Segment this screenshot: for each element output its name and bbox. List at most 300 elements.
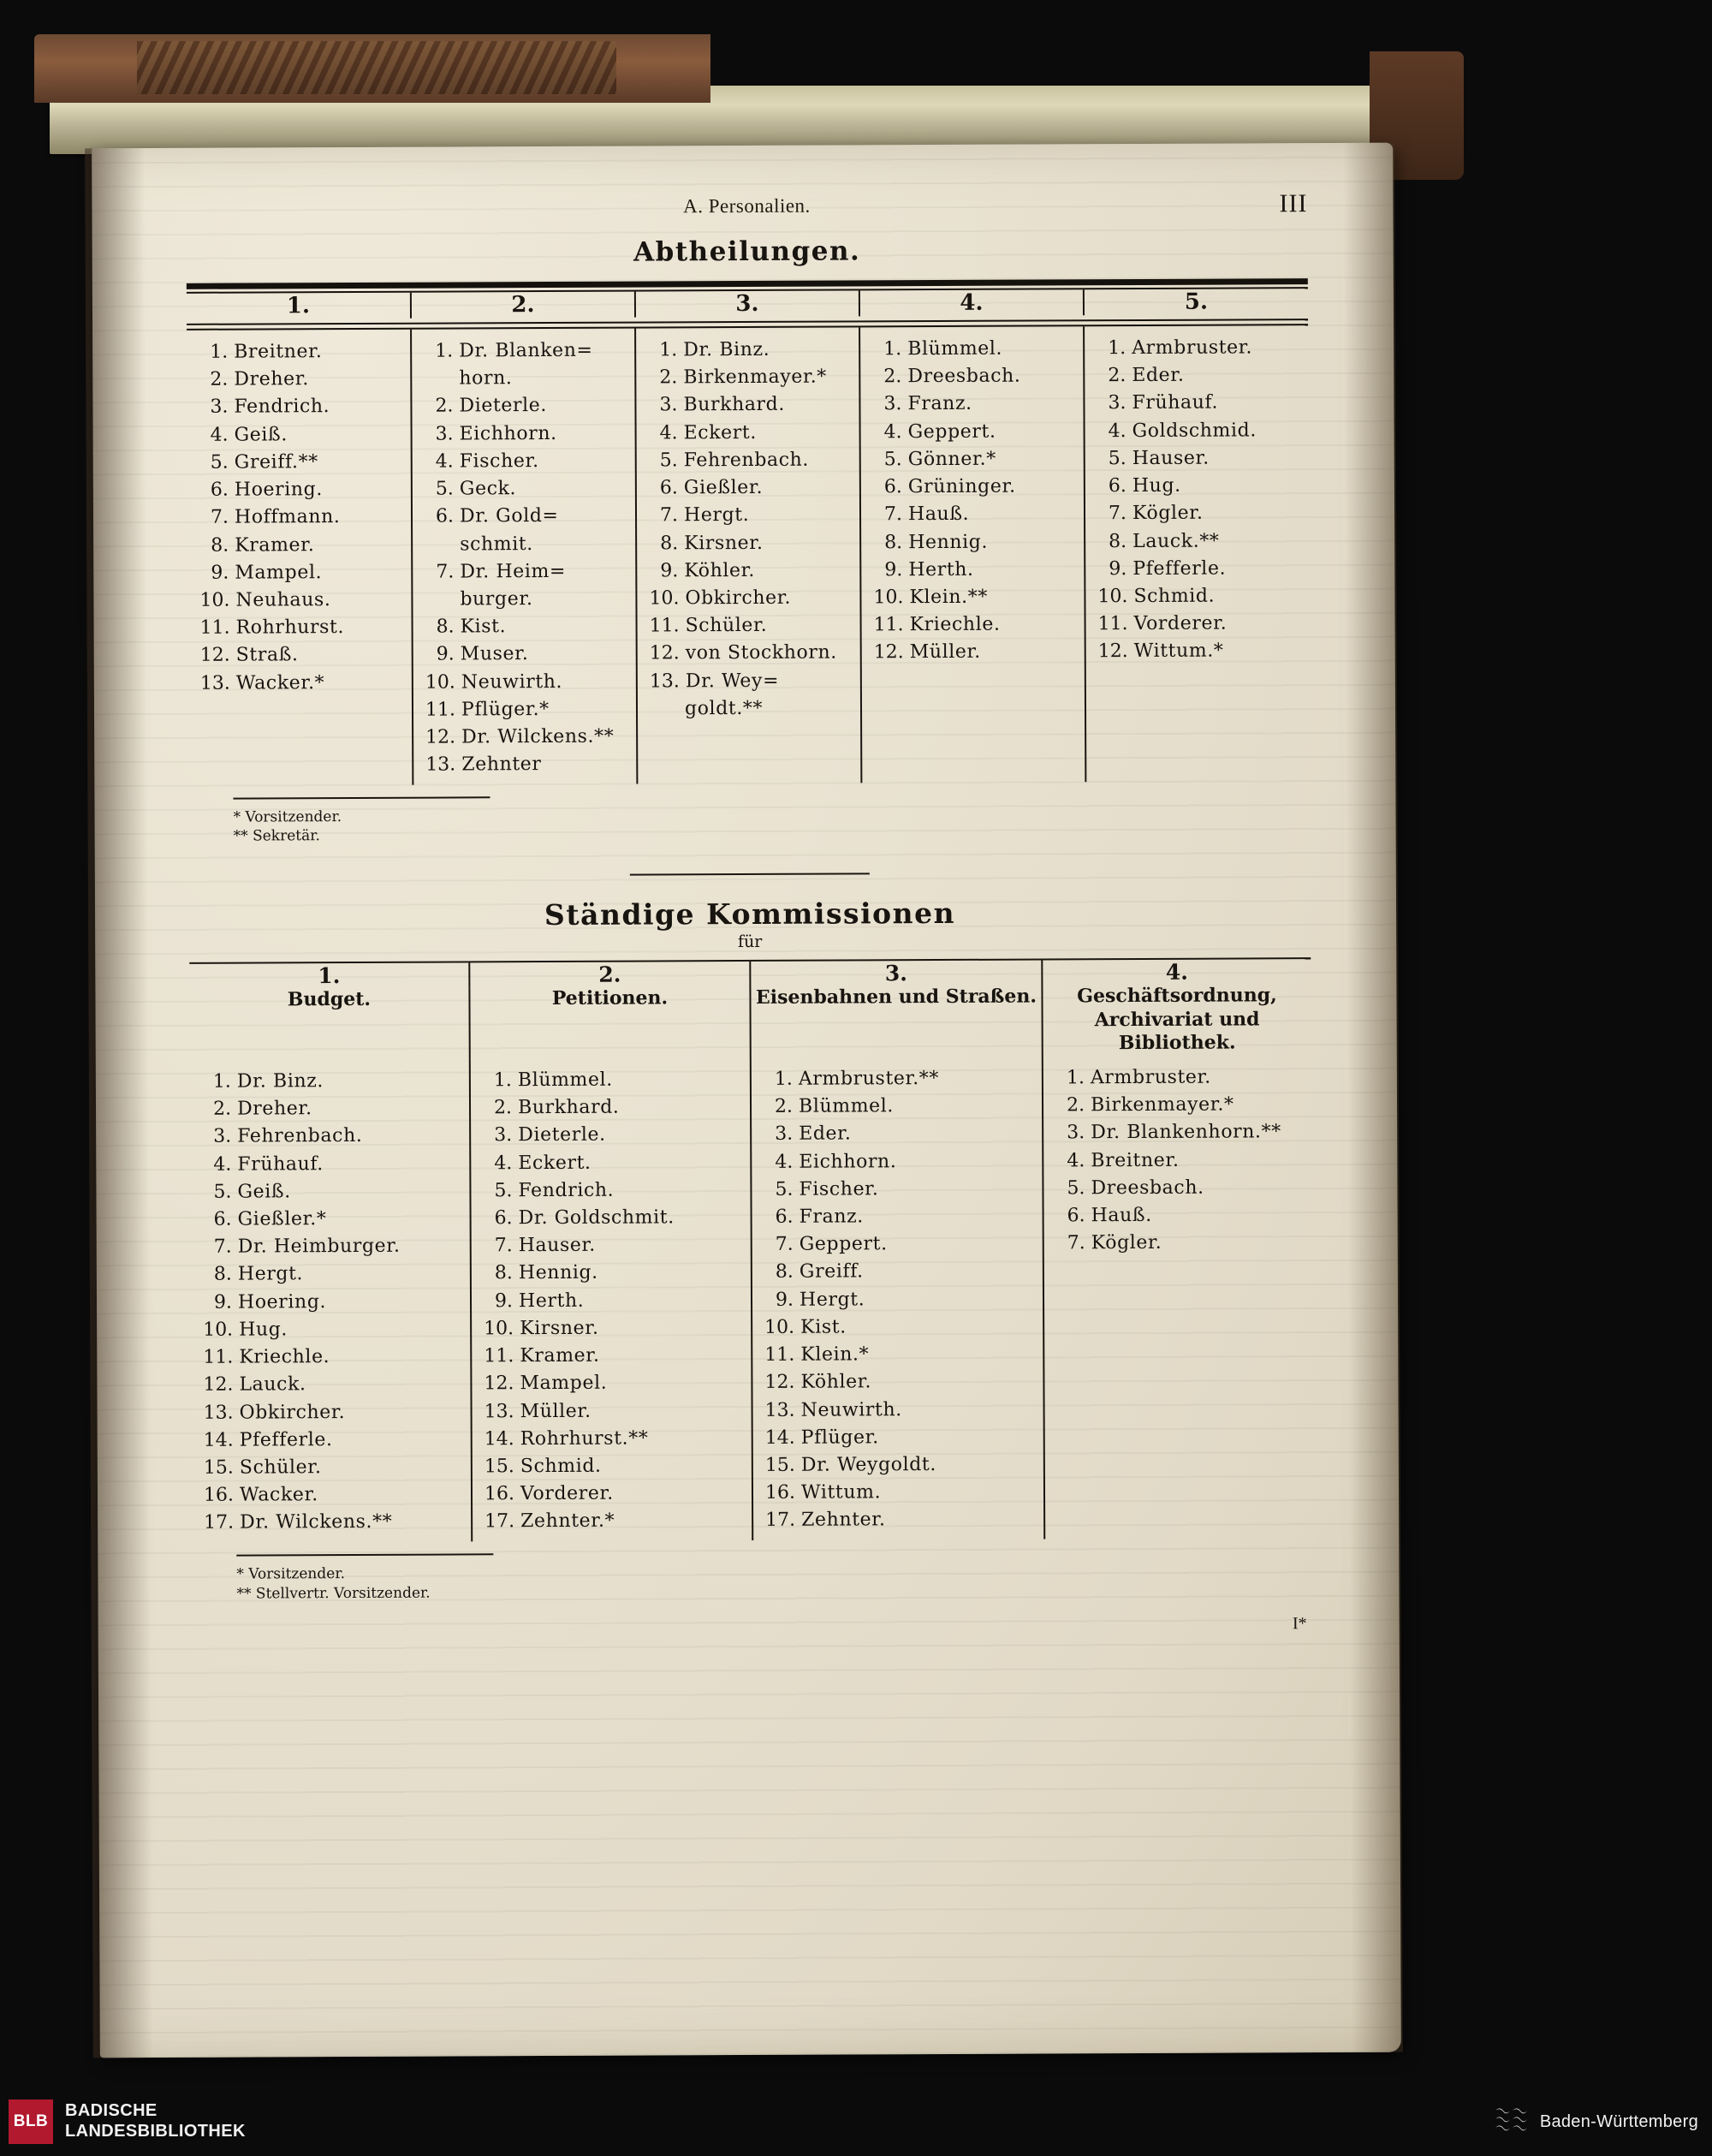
page-content [186, 189, 1313, 1639]
list-item-label: Lauck. [239, 1373, 306, 1396]
kom-heading-4-line2: Archivariat und Bibliothek. [1094, 1008, 1260, 1055]
list-item [483, 1149, 750, 1178]
list-item-number: 3. [775, 1123, 794, 1146]
list-item [484, 1425, 752, 1454]
list-item: horn. [459, 367, 513, 390]
list-item [425, 420, 635, 448]
list-item-number: 3. [1108, 392, 1126, 414]
list-item-number: 4. [435, 450, 454, 473]
marbled-cover-pattern [137, 41, 616, 94]
list-item-number: 1. [1066, 1067, 1085, 1089]
list-item [484, 1397, 752, 1426]
name-list-2 [412, 329, 636, 785]
list-item [874, 610, 1085, 639]
list-item-label: Dreesbach. [907, 365, 1021, 388]
list-item-number: 14. [764, 1426, 795, 1449]
list-item-number: 8. [1109, 530, 1127, 552]
list-item-number: 13. [203, 1402, 234, 1424]
list-item [872, 390, 1083, 419]
list-item-number: 8. [775, 1261, 794, 1283]
kom-footnote-rule [236, 1553, 493, 1556]
list-item [425, 557, 635, 586]
list-item [425, 695, 636, 724]
abtheilungen-footnotes [188, 793, 1310, 848]
list-item-label: Birkenmayer.* [1091, 1093, 1234, 1117]
list-item [1097, 417, 1309, 445]
list-item-label: Vorderer. [520, 1482, 614, 1505]
list-item-label: Rohrhurst. [235, 616, 345, 639]
list-item-label: Burkhard. [517, 1096, 620, 1119]
list-item-label: Kist. [460, 616, 507, 638]
list-item-label: Klein.* [800, 1343, 870, 1366]
list-item-label: Neuhaus. [235, 589, 331, 611]
list-item [200, 669, 412, 697]
column-number-5: 5. [1084, 289, 1308, 315]
list-item [484, 1342, 751, 1371]
list-item-label: Mampel. [235, 561, 323, 584]
list-item [484, 1314, 751, 1343]
list-item-number: 5. [775, 1178, 794, 1200]
list-item-number: 3. [1067, 1122, 1085, 1144]
list-item-label: Blümmel. [517, 1069, 613, 1092]
list-item-number: 2. [493, 1097, 513, 1119]
list-item [1097, 582, 1309, 610]
list-item-label: Blümmel. [798, 1095, 895, 1117]
list-item [765, 1479, 1043, 1508]
list-item-label: Kögler. [1132, 502, 1204, 525]
list-item-label: Fischer. [459, 450, 539, 473]
list-item [648, 391, 859, 420]
list-item-number: 4. [213, 1153, 232, 1176]
list-item [1098, 610, 1310, 638]
list-item [873, 473, 1084, 501]
list-item-label: Dr. Blanken= [459, 339, 593, 362]
list-item-number: 10. [649, 587, 680, 610]
footnote-rule [233, 796, 490, 799]
list-item-number: 1. [883, 338, 902, 360]
abtheilungen-col-3 [635, 327, 861, 783]
list-item-number: 5. [210, 451, 229, 473]
list-item-label: Klein.** [909, 586, 988, 609]
list-item-number: 4. [883, 420, 902, 443]
list-item [764, 1230, 1043, 1260]
list-item-number: 4. [494, 1152, 513, 1174]
list-item [425, 447, 635, 475]
list-item [1097, 555, 1309, 583]
list-item-number: 9. [211, 562, 229, 584]
list-item-label: Hauser. [1132, 447, 1210, 469]
list-item-label: Greiff.** [234, 451, 318, 473]
abtheilungen-table [187, 289, 1308, 319]
list-item-label: Dreher. [234, 368, 310, 390]
list-item-number: 7. [775, 1233, 794, 1256]
list-item-number: 11. [199, 616, 230, 639]
list-item-label: Hergt. [799, 1289, 865, 1311]
list-item-number: 1. [493, 1069, 512, 1092]
list-item-label: Hoering. [234, 479, 324, 501]
kommissionen-col-3 [751, 1056, 1044, 1540]
list-item-number: 4. [1108, 420, 1126, 442]
list-item [1098, 638, 1310, 666]
list-item-label: Zehnter. [801, 1509, 886, 1532]
kom-column-number-1: 1. [318, 963, 341, 989]
list-item [765, 1506, 1043, 1535]
list-item [484, 1452, 752, 1481]
list-item-label: Wittum.* [1133, 640, 1224, 663]
list-item-label: Kriechle. [909, 613, 1001, 636]
list-item [203, 1288, 470, 1317]
list-item-number: 7. [494, 1235, 513, 1257]
list-item-number: 12. [1097, 640, 1128, 663]
list-item [199, 587, 411, 615]
list-item [1097, 444, 1309, 473]
list-item [425, 503, 635, 531]
list-item [424, 392, 634, 420]
list-item [199, 531, 411, 559]
list-item [199, 420, 411, 449]
list-item-label: Herth. [518, 1289, 585, 1312]
list-item-number: 6. [659, 477, 678, 499]
list-item-label: Geiß. [234, 423, 288, 446]
list-item [202, 1095, 469, 1124]
list-item-label: Köhler. [800, 1371, 872, 1394]
list-item-number: 5. [883, 449, 902, 471]
list-item-label: Dr. Wey= [685, 670, 780, 692]
list-item-number: 11. [484, 1345, 514, 1367]
list-item-number: 13. [764, 1399, 795, 1421]
list-item-number: 3. [883, 393, 902, 415]
list-item-label: Müller. [909, 641, 981, 664]
list-item [425, 751, 636, 779]
library-watermark-left [9, 2099, 246, 2144]
signature-mark: I* [1292, 1614, 1307, 1634]
list-item-label: Müller. [520, 1400, 591, 1422]
list-item-number: 13. [425, 753, 456, 776]
list-item-number: 13. [649, 670, 680, 693]
list-item [872, 362, 1083, 390]
kom-footnote-stellvertreter: ** Stellvertr. Vorsitzender. [236, 1584, 431, 1603]
list-item [764, 1202, 1043, 1231]
list-item [764, 1175, 1042, 1204]
list-item-number: 8. [436, 616, 455, 638]
list-item [203, 1343, 470, 1372]
list-item [1097, 527, 1309, 556]
section-subtitle-fuer: für [737, 932, 763, 952]
list-item-number: 2. [210, 368, 229, 390]
list-item-label: Kramer. [235, 533, 315, 557]
list-item-label: Dr. Gold= [459, 505, 559, 527]
list-item-number: 7. [1108, 503, 1127, 525]
list-item [484, 1287, 751, 1316]
list-item-label: Pflüger.* [461, 698, 550, 721]
list-item-label: Schüler. [239, 1456, 322, 1479]
list-item-number: 17. [204, 1511, 235, 1534]
list-item-label: Dr. Heimburger. [237, 1235, 401, 1258]
list-item-number: 11. [764, 1343, 795, 1366]
list-item [650, 612, 860, 640]
list-item [483, 1093, 750, 1123]
list-item-number: 7. [436, 561, 455, 583]
list-item-label: Eichhorn. [799, 1150, 897, 1173]
list-item [873, 556, 1084, 584]
list-item-label: Kirsner. [520, 1317, 599, 1340]
list-item [203, 1260, 470, 1289]
kom-heading-4 [1042, 984, 1311, 1056]
list-item [649, 474, 859, 503]
list-item [199, 366, 410, 394]
list-item-number: 4. [210, 424, 229, 446]
kommissionen-column-headings [189, 984, 1311, 1059]
list-item: goldt.** [684, 697, 764, 720]
list-item-number: 12. [873, 641, 904, 664]
list-item [425, 613, 636, 641]
list-item [764, 1064, 1042, 1093]
list-item [764, 1368, 1043, 1397]
list-item-label: Hug. [1132, 474, 1181, 497]
list-item-number: 16. [764, 1481, 796, 1504]
list-item: burger. [460, 588, 533, 610]
list-item-label: Pfefferle. [1132, 557, 1227, 580]
list-item [873, 501, 1084, 529]
list-item [649, 502, 859, 530]
column-number-3: 3. [635, 290, 859, 317]
list-item-number: 12. [764, 1372, 795, 1394]
list-item-number: 11. [1097, 613, 1128, 635]
abtheilungen-col-5 [1084, 325, 1310, 782]
kom-heading-1-line1: Budget. [287, 988, 372, 1011]
list-item-number: 8. [660, 532, 679, 554]
list-item-number: 15. [203, 1456, 234, 1479]
list-item-label: Dr. Binz. [683, 338, 770, 361]
list-item-label: Neuwirth. [461, 670, 563, 694]
list-item-number: 8. [211, 534, 229, 557]
list-item-label: Frühauf. [1132, 392, 1219, 414]
list-item-number: 1. [659, 339, 678, 361]
list-item-number: 7. [210, 506, 229, 529]
list-item [1097, 499, 1309, 527]
list-item-label: Franz. [799, 1206, 864, 1228]
kom-heading-4-line1: Geschäftsordnung, [1077, 984, 1277, 1008]
list-item-label: Dreesbach. [1091, 1176, 1204, 1199]
list-item-number: 6. [210, 479, 229, 501]
list-item-label: Kramer. [520, 1344, 600, 1367]
list-item-number: 14. [203, 1429, 234, 1451]
list-item-number: 10. [425, 671, 455, 694]
list-item-label: Schmid. [520, 1455, 602, 1478]
list-item [484, 1231, 751, 1260]
list-item [202, 1067, 469, 1096]
list-item-label: Hauß. [1091, 1204, 1152, 1227]
list-item-number: 13. [484, 1400, 514, 1422]
list-item-number: 12. [425, 726, 456, 748]
kommissionen-col-2 [470, 1057, 752, 1541]
list-item [204, 1453, 471, 1482]
list-item [873, 528, 1084, 557]
list-item-number: 11. [649, 615, 680, 637]
list-item [204, 1509, 471, 1538]
list-item-number: 9. [775, 1289, 794, 1311]
library-watermark-right [1492, 2103, 1698, 2141]
list-item-label: Geppert. [799, 1233, 888, 1255]
list-item-label: Eckert. [683, 421, 757, 444]
kom-heading-3 [750, 986, 1042, 1057]
list-item-number: 5. [213, 1181, 232, 1203]
list-item-number: 5. [435, 478, 454, 500]
list-item-number: 14. [484, 1427, 514, 1450]
list-item-label: Dieterle. [459, 395, 548, 417]
list-item-number: 7. [659, 504, 679, 527]
list-item-number: 5. [659, 450, 678, 472]
list-item-number: 8. [213, 1264, 232, 1286]
kommissionen-col-4 [1043, 1055, 1313, 1539]
kom-column-number-4: 4. [1042, 959, 1311, 985]
list-item-number: 1. [435, 340, 454, 362]
list-item-label: Dr. Goldschmit. [518, 1206, 675, 1230]
section-divider-rule [630, 873, 870, 876]
list-item-label: Pflüger. [800, 1426, 879, 1449]
list-item [483, 1176, 750, 1206]
list-item [649, 557, 859, 585]
list-item-number: 5. [494, 1179, 513, 1202]
kom-heading-2 [469, 986, 750, 1058]
list-item-number: 3. [659, 394, 678, 416]
library-name [65, 2101, 246, 2141]
list-item [425, 640, 636, 669]
list-item [1097, 472, 1309, 500]
list-item [874, 639, 1085, 667]
list-item [1056, 1201, 1312, 1230]
list-item [484, 1259, 751, 1288]
list-item [203, 1205, 470, 1234]
kom-name-list-2 [471, 1057, 752, 1541]
list-item-number: 16. [484, 1483, 515, 1505]
kom-name-list-3 [752, 1056, 1043, 1540]
list-item-number: 12. [484, 1373, 514, 1395]
list-item [649, 584, 859, 612]
kommissionen-table [189, 959, 1313, 1542]
list-item-number: 11. [873, 614, 904, 636]
section-title-abtheilungen: Abtheilungen. [633, 235, 861, 268]
list-item-label: Armbruster.** [798, 1067, 940, 1090]
list-item [484, 1204, 751, 1233]
list-item-number: 7. [883, 503, 903, 526]
list-item-label: Eder. [799, 1123, 852, 1146]
list-item-number: 9. [436, 643, 455, 665]
list-item-label: Fehrenbach. [237, 1125, 363, 1147]
list-item [764, 1341, 1043, 1370]
running-head-title: A. Personalien. [683, 194, 811, 217]
list-item: schmit. [460, 533, 533, 555]
list-item [650, 667, 860, 695]
list-item-number: 3. [213, 1125, 232, 1148]
list-item [425, 475, 635, 503]
list-item-label: Eichhorn. [459, 422, 557, 445]
name-list-1 [187, 330, 412, 703]
list-item-number: 11. [203, 1346, 234, 1368]
list-item [199, 476, 411, 504]
section-title-kommissionen: Ständige Kommissionen [544, 896, 956, 932]
list-item [1097, 334, 1308, 362]
list-item [873, 583, 1084, 611]
list-item-label: Hennig. [518, 1262, 598, 1284]
list-item-number: 3. [210, 396, 229, 419]
list-item [484, 1480, 752, 1509]
abtheilungen-lists [187, 325, 1310, 785]
list-item-label: Kriechle. [239, 1346, 330, 1368]
list-item-label: Greiff. [799, 1260, 864, 1283]
list-item [200, 614, 412, 642]
list-item-number: 6. [1067, 1205, 1085, 1227]
list-item [199, 338, 410, 366]
list-item-number: 5. [1067, 1177, 1085, 1200]
list-item [873, 445, 1084, 473]
state-label: Baden-Württemberg [1539, 2111, 1698, 2131]
abtheilungen-col-2 [411, 329, 637, 785]
list-item-number: 10. [199, 589, 230, 611]
list-item [764, 1285, 1043, 1314]
list-item-label: Fischer. [799, 1178, 879, 1200]
list-item-number: 12. [199, 645, 230, 667]
column-number-4: 4. [859, 289, 1084, 316]
list-item [650, 640, 860, 668]
list-item-label: Dr. Heim= [460, 560, 567, 583]
book-spine-cover [34, 34, 710, 103]
name-list-5 [1085, 325, 1310, 671]
list-item-number: 1. [1108, 337, 1126, 360]
list-item-number: 7. [213, 1236, 232, 1258]
list-item-number: 12. [649, 642, 680, 664]
kom-heading-1 [189, 988, 469, 1060]
baden-wuerttemberg-crest-icon [1492, 2103, 1530, 2141]
list-item [203, 1315, 470, 1344]
list-item [199, 393, 410, 421]
document-page [92, 143, 1401, 2058]
list-item-label: Schüler. [685, 615, 768, 637]
list-item-label: Dr. Wilckens.** [240, 1511, 393, 1534]
list-item-label: Dr. Blankenhorn.** [1091, 1121, 1281, 1144]
list-item-number: 17. [484, 1510, 515, 1533]
kom-name-list-4 [1043, 1055, 1312, 1263]
list-item-number: 15. [484, 1456, 514, 1478]
list-item [199, 503, 411, 532]
list-item-label: Hauser. [518, 1234, 596, 1257]
library-name-line1: BADISCHE [65, 2101, 158, 2121]
list-item-label: Blümmel. [907, 337, 1003, 360]
list-item [425, 668, 636, 696]
page-number: III [1279, 189, 1308, 218]
list-item-number: 2. [883, 366, 902, 388]
list-item-label: Dieterle. [518, 1124, 606, 1146]
list-item [649, 446, 859, 474]
list-item-number: 2. [212, 1098, 232, 1120]
list-item-label: Dreher. [236, 1098, 312, 1120]
list-item-label: Geck. [459, 478, 517, 500]
list-item [1055, 1174, 1311, 1203]
list-item-label: Mampel. [520, 1372, 608, 1395]
list-item-label: Pfefferle. [239, 1428, 333, 1451]
list-item-label: Grüninger. [907, 475, 1016, 498]
list-item [203, 1371, 470, 1400]
list-item [484, 1507, 752, 1536]
list-item [1055, 1091, 1311, 1120]
list-item-number: 17. [765, 1510, 796, 1532]
list-item-number: 6. [435, 505, 455, 527]
list-item-number: 10. [203, 1319, 234, 1341]
list-item-number: 11. [425, 699, 456, 721]
list-item [425, 724, 636, 752]
list-item [764, 1313, 1043, 1342]
list-item-label: Wittum. [800, 1481, 882, 1504]
